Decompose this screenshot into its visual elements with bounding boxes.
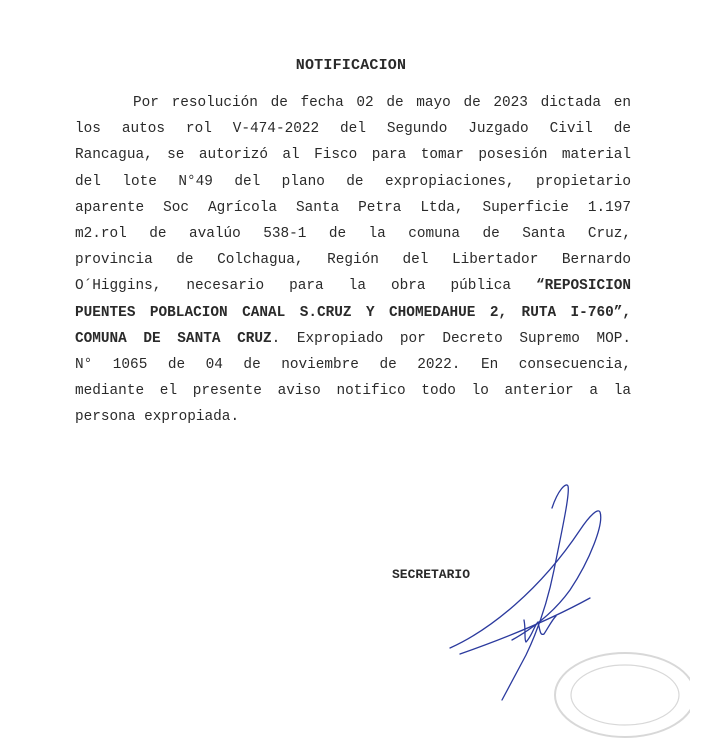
body-line-12: mediante el presente aviso notifico todo lo anterior a la (75, 383, 631, 400)
body-line-13: persona expropiada. (75, 409, 240, 426)
body-line-7: provincia de Colchagua, Región del Libertador Bernardo (75, 252, 631, 269)
body-line-9: PUENTES POBLACION CANAL S.CRUZ Y CHOMEDAHUE 2, RUTA I-760”, (75, 304, 631, 321)
notice-title: NOTIFICACION (295, 57, 407, 74)
body-line-1: Por resolución de fecha 02 de mayo de 2023 dictada en (133, 95, 631, 111)
body-line-4: del lote N°49 del plano de expropiaciones, propietario (75, 173, 631, 190)
body-line-6: m2.rol de avalúo 538-1 de la comuna de Santa Cruz, (75, 226, 631, 243)
body-line-5: aparente Soc Agrícola Santa Petra Ltda, Superficie 1.197 (75, 199, 631, 216)
body-line-2: los autos rol V-474-2022 del Segundo Juzgado Civil de (75, 121, 631, 138)
notice-body (75, 90, 631, 431)
body-line-11: N° 1065 de 04 de noviembre de 2022. En consecuencia, (75, 357, 631, 374)
faded-stamp-seal (520, 635, 690, 745)
body-line-8: O´Higgins, necesario para la obra pública “REPOSICION (75, 278, 631, 295)
body-line-3: Rancagua, se autorizó al Fisco para tomar posesión material (75, 147, 631, 164)
secretario-label: SECRETARIO (392, 567, 471, 582)
body-line-10: COMUNA DE SANTA CRUZ. Expropiado por Decreto Supremo MOP. (75, 330, 631, 347)
